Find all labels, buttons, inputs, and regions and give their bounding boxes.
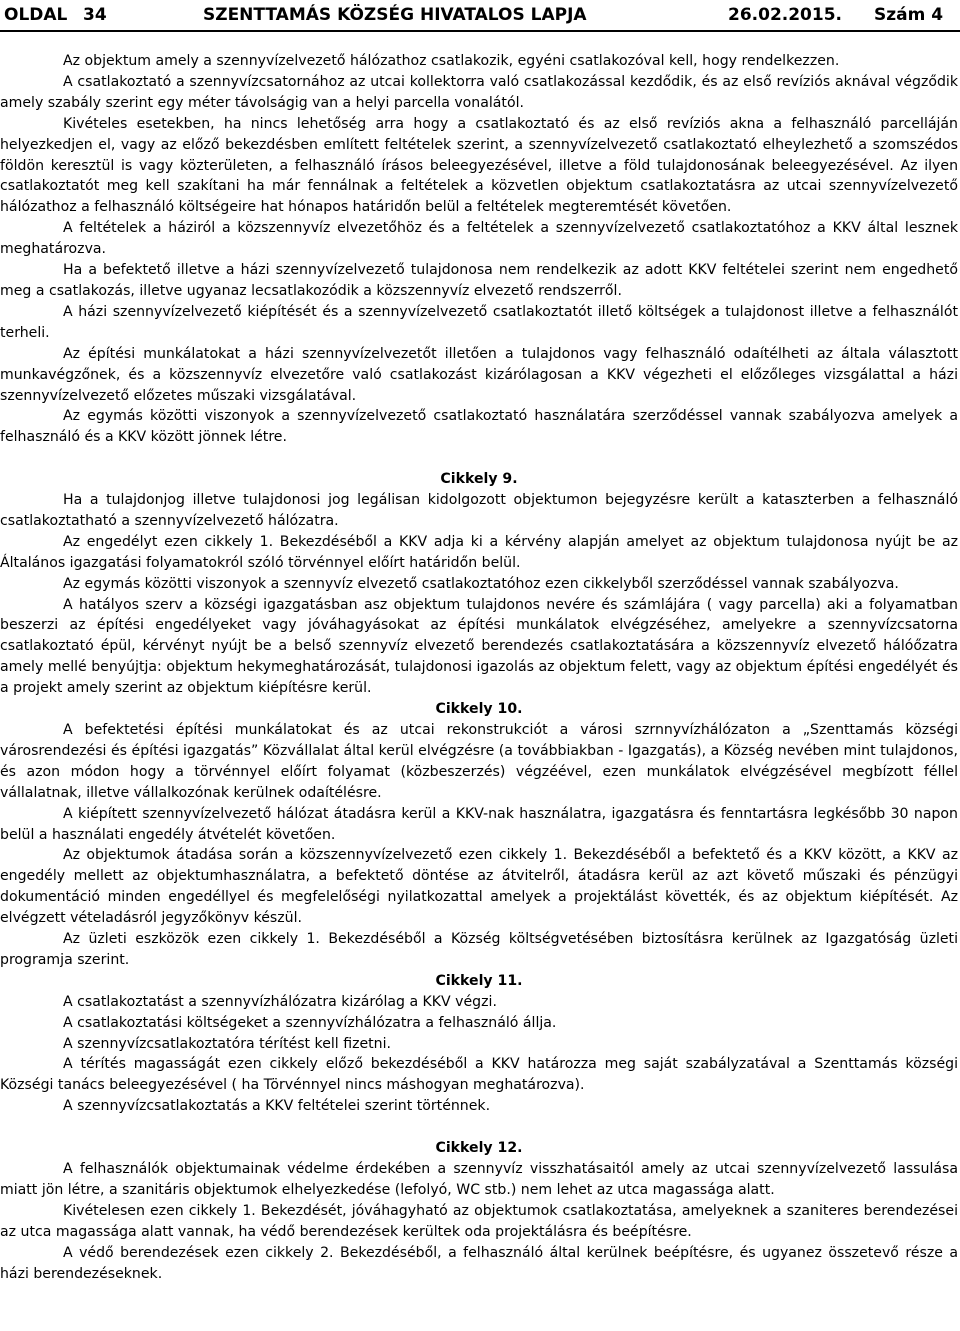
paragraph: A védő berendezések ezen cikkely 2. Bekezdéséből, a felhasználó által kerülnek beépítésre, és ugyanez összetevő része a házi berendezéseknek. bbox=[0, 1244, 958, 1282]
spacer bbox=[0, 448, 958, 469]
paragraph: A csatlakoztatást a szennyvízhálózatra kizárólag a KKV végzi. bbox=[63, 993, 497, 1010]
header-date: 26.02.2015. bbox=[728, 5, 843, 25]
paragraph: Az objektumok átadása során a közszennyvízelvezető ezen cikkely 1. Bekezdéséből a befektető és a KKV között, a KKV az engedély mellett az objektumhasználatra, a befektető döntése az átvitelről, átadásra kerül az azt követő műszaki és pénzügyi dokumentáció minden engedéllyel és megfelelőségi nyilatkozattal amelyek a projektálást követték, és az objektum kiépítését. Az elvégzett vételadásról jegyzőkönyv készül. bbox=[0, 847, 958, 927]
header-rule bbox=[0, 30, 960, 32]
paragraph: Az üzleti eszközök ezen cikkely 1. Bekezdéséből a Község költségvetésében biztosításra kerülnek az Igazgatóság üzleti programja szerint. bbox=[0, 931, 958, 968]
section-heading-cikkely-11: Cikkely 11. bbox=[435, 972, 523, 989]
document-body bbox=[0, 51, 958, 1284]
page-header bbox=[0, 0, 960, 34]
paragraph: Kivételes esetekben, ha nincs lehetőség arra hogy a csatlakoztató és az első revíziós akna a felhasználó parcelláján helyezkedjen el, vagy az előző bekezdésben említett feltételek szerint, a szennyvízelvezető csatlakoztató elheylezhető a szomszédos földön keresztül is vagy közterületen, a felhasználó írásos beleegyezésével, illetve a föld tulajdonosának beleegyezésével. Az ilyen csatlakoztatót meg kell szakítani ha már fennálnak a feltételek a közvetlen objektum csatlakoztatásra az utcai szennyvízelvezető hálózathoz a felhasználó költségeire hat hónapos határidőn belül a feltételek megteremtését követően. bbox=[0, 115, 958, 216]
paragraph: Az engedélyt ezen cikkely 1. Bekezdéséből a KKV adja ki a kérvény alapján amelyet az objektum tulajdonosa nyújt be az Általános igazgatási folyamatokról szóló törvénnyel előírt határidőn belül. bbox=[0, 533, 958, 571]
paragraph: Ha a befektető illetve a házi szennyvízelvezető tulajdonosa nem rendelkezik az adott KKV feltételei szerint nem engedhető meg a csatlakozás, illetve ugyanaz lecsatlakozódik a közszennyvíz elvezető rendszerről. bbox=[0, 262, 958, 299]
header-oldal-label: OLDAL bbox=[4, 5, 68, 25]
paragraph: Az építési munkálatokat a házi szennyvízelvezetőt illetően a tulajdonos vagy felhasználó odaítélheti az általa választott munkavégzőnek, és a közszennyvíz elvezetőre való csatlakozást kizárólagosan a KKV végezheti el előzőleges vizsgálattal a házi szennyvízelvezető előzetes műszaki vizsgálatával. bbox=[0, 345, 958, 404]
paragraph: A feltételek a háziról a közszennyvíz elvezetőhöz és a feltételek a szennyvízelvezető csatlakoztatóhoz a KKV által lesznek meghatározva. bbox=[0, 220, 958, 258]
paragraph: Kivételesen ezen cikkely 1. Bekezdését, jóváhagyható az objektumok csatlakoztatása, amelyeknek a szaniteres berendezései az utca magassága alatt vannak, ha védő berendezések kerültek oda projektálásra és beépítésre. bbox=[0, 1202, 958, 1240]
paragraph: A kiépített szennyvízelvezető hálózat átadásra kerül a KKV-nak használatra, igazgatásra és fenntartásra legkésőbb 30 napon belül a használati engedély átvételét követően. bbox=[0, 805, 958, 843]
paragraph: Az egymás közötti viszonyok a szennyvízelvezető csatlakoztató használatára szerződéssel vannak szabályozva amelyek a felhasználó és a KKV között jönnek létre. bbox=[0, 408, 958, 446]
paragraph: A szennyvízcsatlakoztatóra térítést kell fizetni. bbox=[63, 1035, 391, 1052]
section-heading-cikkely-9: Cikkely 9. bbox=[440, 471, 518, 488]
paragraph: Az egymás közötti viszonyok a szennyvíz elvezető csatlakoztatóhoz ezen cikkelyből szerződéssel vannak szabályozva. bbox=[63, 575, 899, 592]
header-page-number: 34 bbox=[83, 5, 107, 25]
paragraph: A szennyvízcsatlakoztatás a KKV feltételei szerint történnek. bbox=[63, 1098, 491, 1115]
header-publication-title: SZENTTAMÁS KÖZSÉG HIVATALOS LAPJA bbox=[203, 5, 587, 25]
paragraph: A befektetési építési munkálatokat és az utcai rekonstrukciót a városi szrnnyvízhálózaton a „Szenttamás községi városrendezési és építési igazgatás” Közvállalat által kerül elvégzésre (a továbbiakban - Igazgatás), a Község nevében mint tulajdonos, és azon módon hogy a törvénnyel előírt folyamat (közbeszerzés) végzéével, ezen munkálatok elvégzésével megbízott féllel vállalatnak, illetve vállalkozónak kerülnek odaítélésre. bbox=[0, 721, 958, 801]
section-heading-cikkely-12: Cikkely 12. bbox=[435, 1140, 523, 1157]
section-heading-cikkely-10: Cikkely 10. bbox=[435, 701, 523, 718]
paragraph: A házi szennyvízelvezető kiépítését és a szennyvízelvezető csatlakoztatót illető költségek a tulajdonost illetve a felhasználót terheli. bbox=[0, 303, 958, 341]
paragraph: Az objektum amely a szennyvízelvezető hálózathoz csatlakozik, egyéni csatlakozóval kell, hogy rendelkezzen. bbox=[63, 53, 840, 69]
paragraph: A csatlakoztatási költségeket a szennyvízhálózatra a felhasználó állja. bbox=[63, 1014, 557, 1031]
paragraph: A hatályos szerv a községi igazgatásban asz objektum tulajdonos nevére és számlájára ( vagy parcella) aki a folyamatban beszerzi az építési engedélyeket vagy jóváhagyásokat az építési munkálatok elvégzéséhez, amelyekre a szennyvízcsatorna csatlakoztató épül, kérvényt nyújt be a belső szennyvíz elvezető berendezés csatlakoztatására a közszennyvíz elvezető hálóőzatra amely mellé benyújtja: objektum hekymeghatározását, tulajdonosi igazolás az objektum felett, vagy az objektum építési engedélyét és a projekt amely szerint az objektum kiépítésre kerül. bbox=[0, 596, 958, 697]
paragraph: A felhasználók objektumainak védelme érdekében a szennyvíz visszhatásaitól amely az utcai szennyvízelvezető lassulása miatt jön létre, a szanitáris objektumok elhelyezkedése (lefolyó, WC stb.) nem lehet az utca magassága alatt. bbox=[0, 1161, 958, 1198]
paragraph: Ha a tulajdonjog illetve tulajdonosi jog legálisan kidolgozott objektumon bejegyzésre került a kataszterben a felhasználó csatlakoztatható a szennyvízelvezető hálózatra. bbox=[0, 492, 958, 529]
paragraph: A térítés magasságát ezen cikkely előző bekezdéséből a KKV határozza meg saját szabályzatával a Szenttamás községi Községi tanács beleegyezésével ( ha Törvénnyel nincs máshogyan meghatározva). bbox=[0, 1056, 958, 1094]
paragraph: A csatlakoztató a szennyvízcsatornához az utcai kollektorra való csatlakozással kezdődik, és az első revíziós aknával végződik amely szabály szerint egy méter távolságig van a helyi parcella vonalától. bbox=[0, 73, 958, 111]
spacer bbox=[0, 1117, 958, 1138]
header-issue-number: Szám 4 bbox=[874, 5, 944, 25]
